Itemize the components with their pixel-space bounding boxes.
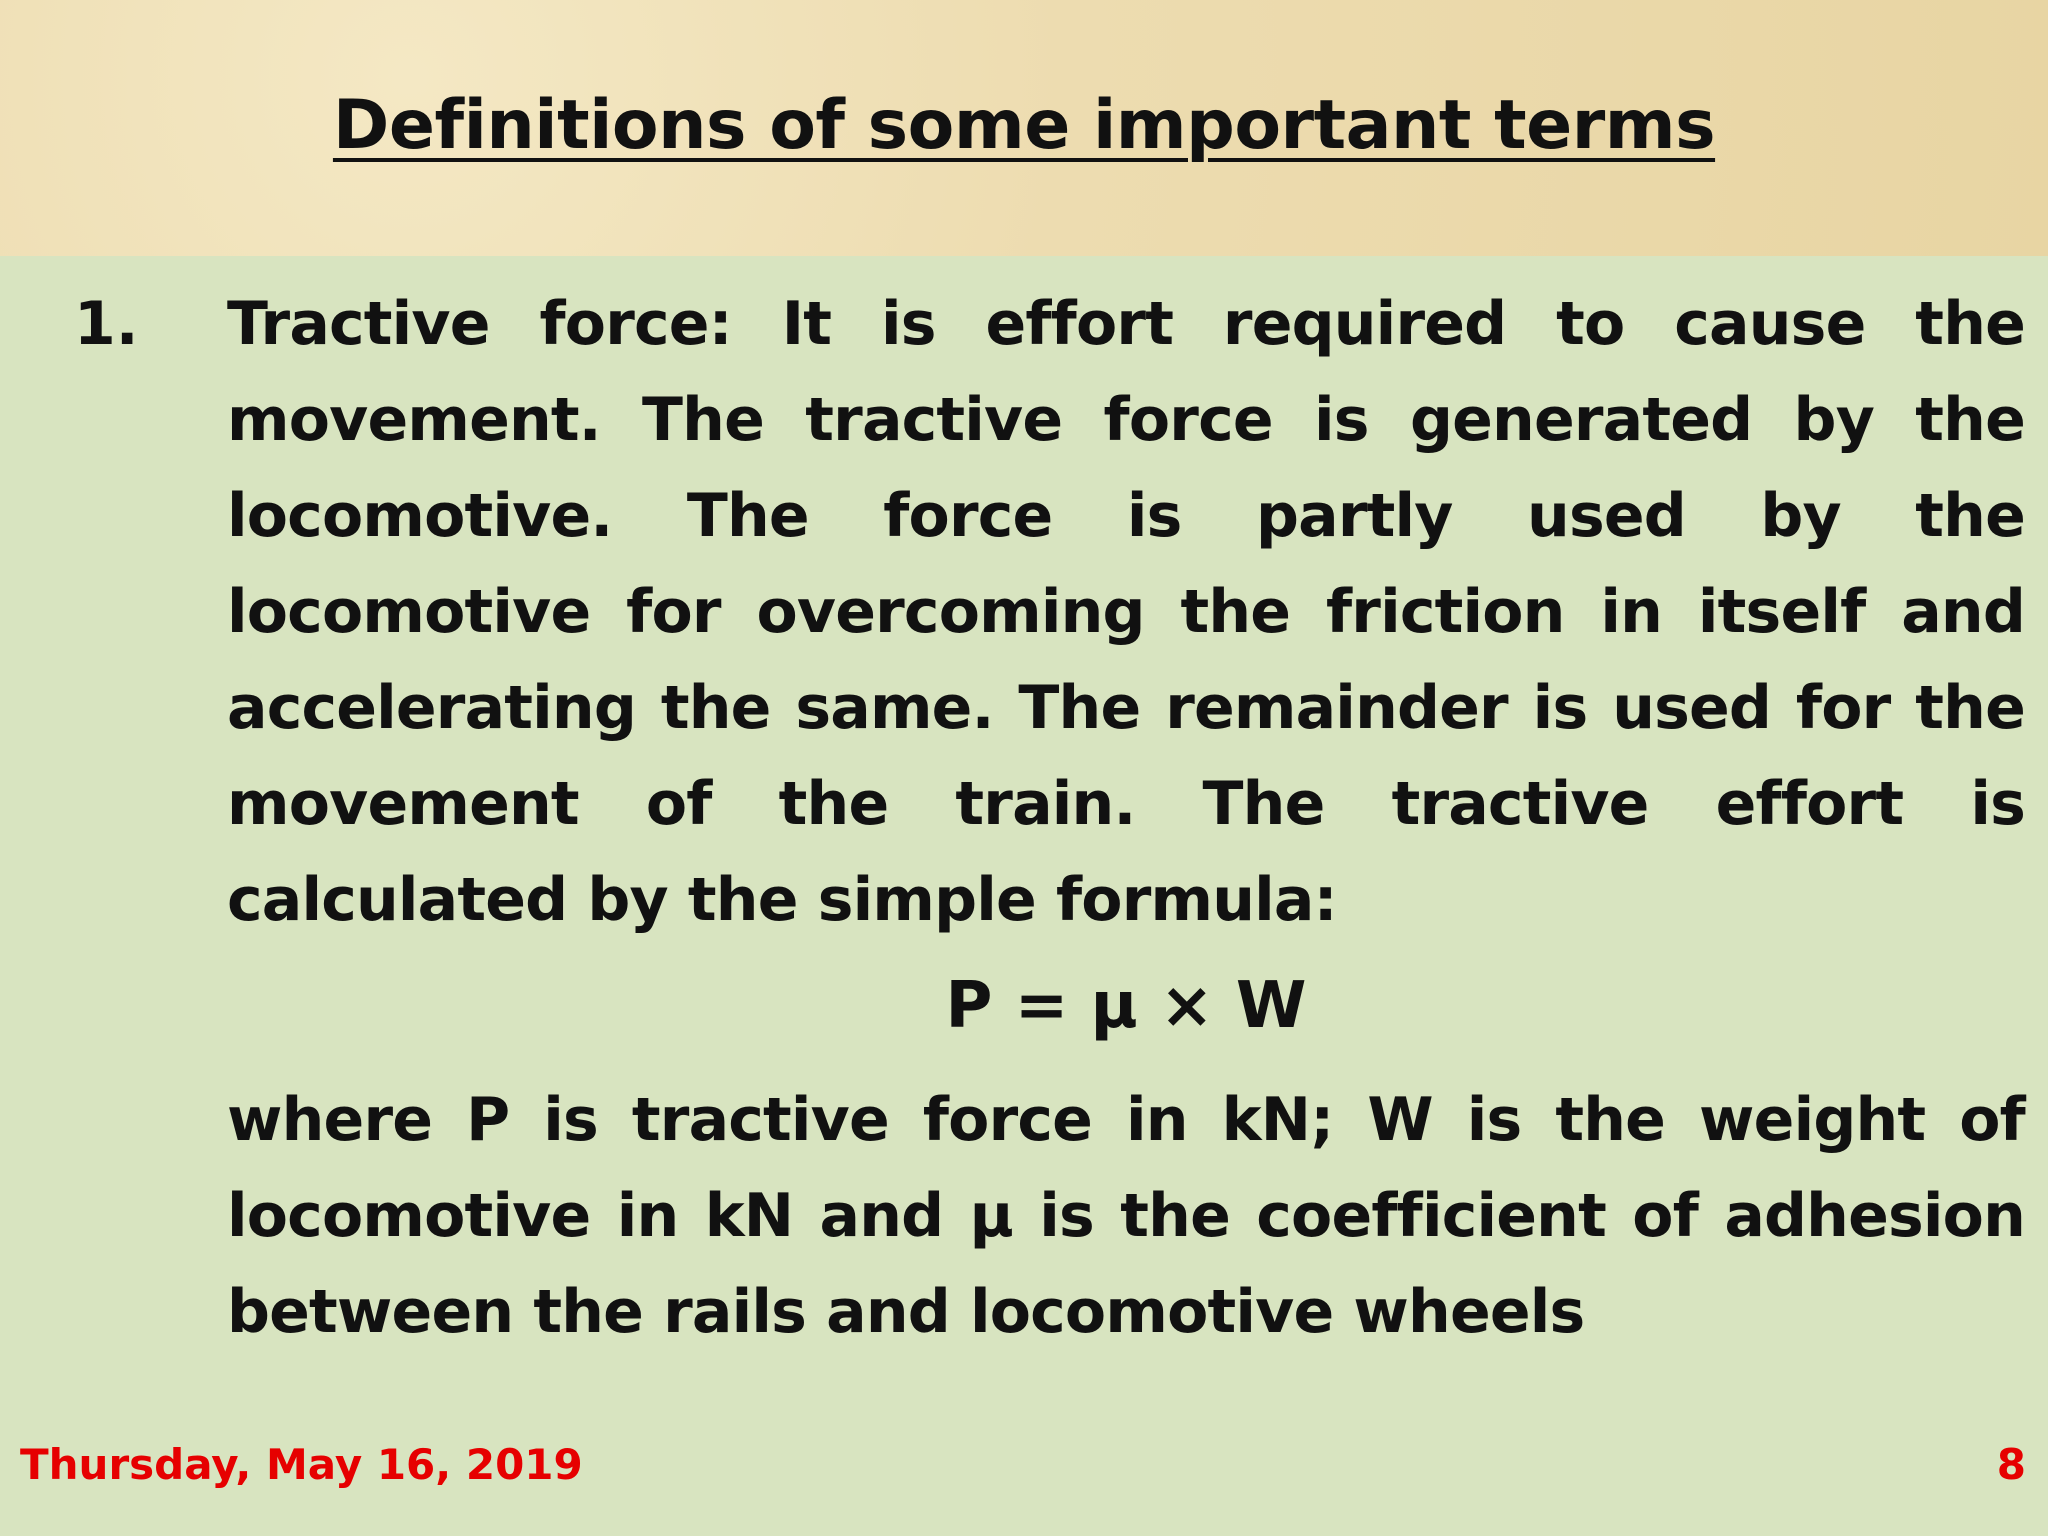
footer-date: Thursday, May 16, 2019 <box>20 1440 583 1489</box>
definition-text: Tractive force: It is effort required to cause the movement. The tractive force is generated by the locomotive. The force is partly used by the locomotive for overcoming the friction in itself and accelerating the same. The remainder is used for the movement of the train. The tractive effort is calculated by the simple formula: <box>227 289 2025 935</box>
slide-title: Definitions of some important terms <box>332 86 1716 165</box>
page-number: 8 <box>1996 1440 2026 1489</box>
formula: P = μ × W <box>945 969 1307 1043</box>
formula-explanation: where P is tractive force in kN; W is the weight of locomotive in kN and μ is the coefficient of adhesion between the rails and locomotive wheels <box>227 1085 2025 1347</box>
list-item-number: 1. <box>74 289 139 359</box>
